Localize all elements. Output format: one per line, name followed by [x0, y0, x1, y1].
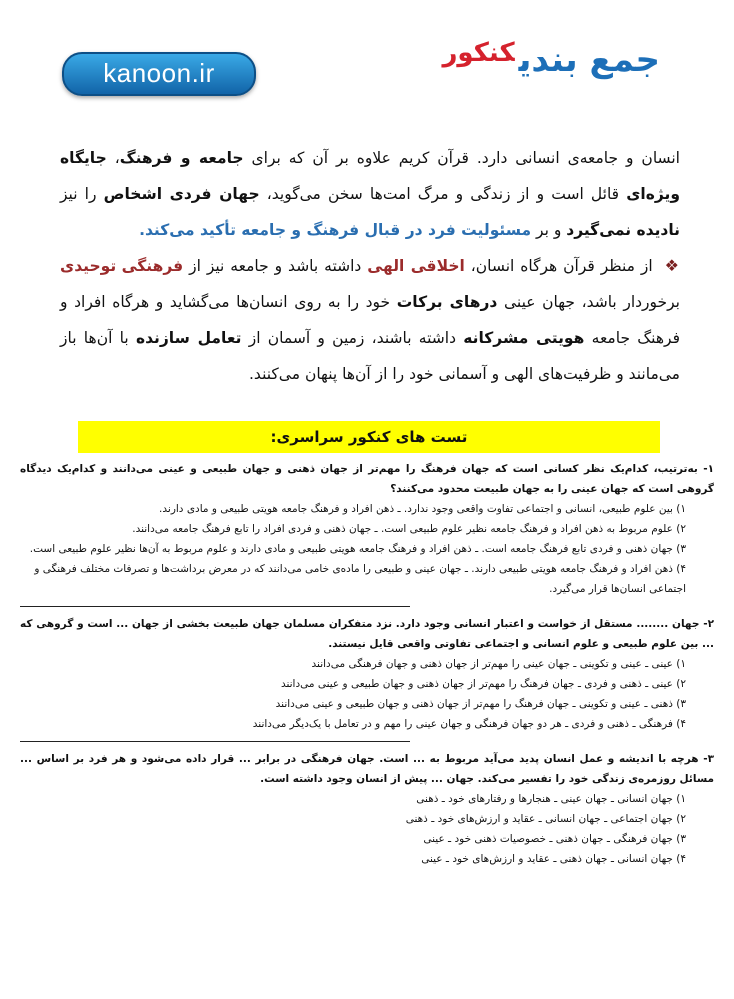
text-run: داشته باشند، زمین و آسمان از	[241, 329, 464, 347]
answer-option[interactable]: ۴) فرهنگی ـ ذهنی و فردی ـ هر دو جهان فرهنگی و جهان عینی را مهم و در تعامل با یک‌دیگر می‌دانند	[252, 718, 686, 730]
text-run-bold: جامعه و فرهنگ	[119, 149, 244, 167]
answer-option[interactable]: ۳) جهان ذهنی و فردی تابع فرهنگ جامعه است. ـ ذهن افراد و فرهنگ جامعه هویتی طبیعی و مادی دارند و علوم مربوط به آن‌ها نظیر علوم طبیعی است.	[29, 543, 686, 555]
section-title-banner	[78, 421, 660, 453]
text-run: با آن‌ها باز می‌مانند و ظرفیت‌های الهی و آسمانی خود را از آن‌ها پنهان می‌کنند.	[60, 329, 680, 383]
question-text: ۳- هرچه با اندیشه و عمل انسان پدید می‌آید مربوط به ... است. جهان فرهنگی در برابر ... قرار داده می‌شود و هر فرد بر اساس ... مسائل روزمره‌ی زندگی خود را تفسیر می‌کند. جهان ... پیش از انسان وجود داشته است.	[20, 753, 714, 785]
text-run: از منظر قرآن هرگاه انسان،	[464, 257, 659, 275]
text-run: ،	[106, 149, 120, 167]
divider	[20, 741, 410, 742]
bullet-icon: ❖	[664, 256, 681, 275]
question-text: ۲- جهان ........ مستقل از خواست و اعتبار انسانی وجود دارد. نزد متفکران مسلمان جهان طبیعت بخشی از جهان ... است و گروهی که ... بین علوم طبیعی و علوم انسانی و اجتماعی تفاوتی واقعی قایل نیستند.	[20, 618, 714, 650]
answer-option[interactable]: ۳) جهان فرهنگی ـ جهان ذهنی ـ خصوصیات ذهنی خود ـ عینی	[423, 833, 686, 845]
text-run-bold: درهای برکات	[396, 293, 498, 311]
text-run-bold: هویتی مشرکانه	[463, 329, 585, 347]
divider	[20, 606, 410, 607]
text-run-maroon: اخلاقی الهی	[367, 257, 465, 275]
kanoon-logo-text: kanoon.ir	[103, 58, 215, 88]
text-run-bold: تعامل سازنده	[135, 329, 242, 347]
page-header	[0, 0, 734, 120]
question-1	[20, 459, 714, 599]
kanoon-logo[interactable]	[62, 52, 256, 96]
question-text: ۱- به‌ترتیب، کدام‌یک نظر کسانی است که جهان فرهنگ را مهم‌تر از جهان ذهنی و جهان طبیعی و عینی می‌دانند و کدام‌یک دیدگاه گروهی است که جهان عینی را به جهان طبیعت محدود می‌کنند؟	[20, 463, 714, 495]
logo-word-konkur: کنکور	[442, 38, 515, 68]
text-run-bold: نادیده نمی‌گیرد	[566, 221, 680, 239]
text-run: و بر	[531, 221, 567, 239]
logo-word-jambandi: جمع بندی	[518, 40, 660, 80]
questions-list	[20, 459, 714, 869]
answer-option[interactable]: ۱) عینی ـ عینی و تکوینی ـ جهان عینی را مهم‌تر از جهان ذهنی و جهان فرهنگی می‌دانند	[311, 658, 686, 670]
text-run: انسان و جامعه‌ی انسانی دارد. قرآن کریم علاوه بر آن که برای	[243, 149, 680, 167]
text-run: خود را به روی انسان‌ها می‌گشاید و هرگاه افراد و فرهنگ جامعه	[60, 293, 680, 347]
text-run-bold: جایگاه ویژه‌ای	[60, 149, 680, 203]
answer-option[interactable]: ۲) علوم مربوط به ذهن افراد و فرهنگ جامعه نظیر علوم طبیعی است. ـ جهان ذهنی و فردی افراد را تابع فرهنگ جامعه می‌دانند.	[132, 523, 686, 535]
answer-option[interactable]: ۲) جهان اجتماعی ـ جهان انسانی ـ عقاید و ارزش‌های خود ـ ذهنی	[405, 813, 686, 825]
body-text	[60, 140, 680, 392]
text-run-blue: مسئولیت فرد در قبال فرهنگ و جامعه تأکید می‌کند.	[139, 221, 532, 239]
text-run: برخوردار باشد، جهان عینی	[497, 293, 680, 311]
question-3	[20, 749, 714, 869]
text-run: داشته باشد و جامعه نیز از	[183, 257, 368, 275]
answer-option[interactable]: ۴) جهان انسانی ـ جهان ذهنی ـ عقاید و ارزش‌های خود ـ عینی	[421, 853, 686, 865]
text-run-bold: جهان فردی اشخاص	[103, 185, 260, 203]
question-2	[20, 614, 714, 734]
paragraph-1	[60, 140, 680, 248]
section-title: تست های کنکور سراسری:	[270, 428, 468, 446]
text-run: قائل است و از زندگی و مرگ امت‌ها سخن می‌گوید،	[259, 185, 627, 203]
answer-option[interactable]: ۴) ذهن افراد و فرهنگ جامعه هویتی طبیعی دارند. ـ جهان عینی و طبیعی را ماده‌ی خامی می‌دانند که در معرض برداشت‌ها و تصرفات مختلف فرهنگی و اجتماعی انسان‌ها قرار می‌گیرد.	[34, 563, 686, 595]
text-run-maroon: فرهنگی توحیدی	[60, 257, 184, 275]
paragraph-2	[60, 248, 680, 392]
answer-option[interactable]: ۱) بین علوم طبیعی، انسانی و اجتماعی تفاوت واقعی وجود ندارد. ـ ذهن افراد و فرهنگ جامعه هویتی طبیعی و مادی دارند.	[159, 503, 686, 515]
jambandi-konkur-logo	[400, 40, 660, 100]
answer-option[interactable]: ۱) جهان انسانی ـ جهان عینی ـ هنجارها و رفتارهای خود ـ ذهنی	[416, 793, 686, 805]
answer-option[interactable]: ۳) ذهنی ـ عینی و تکوینی ـ جهان فرهنگ را مهم‌تر از جهان ذهنی و جهان طبیعی و عینی می‌دانند	[275, 698, 686, 710]
answer-option[interactable]: ۲) عینی ـ ذهنی و فردی ـ جهان فرهنگ را مهم‌تر از جهان ذهنی و جهان طبیعی و عینی می‌دانند	[280, 678, 686, 690]
text-run: را نیز	[60, 185, 104, 203]
